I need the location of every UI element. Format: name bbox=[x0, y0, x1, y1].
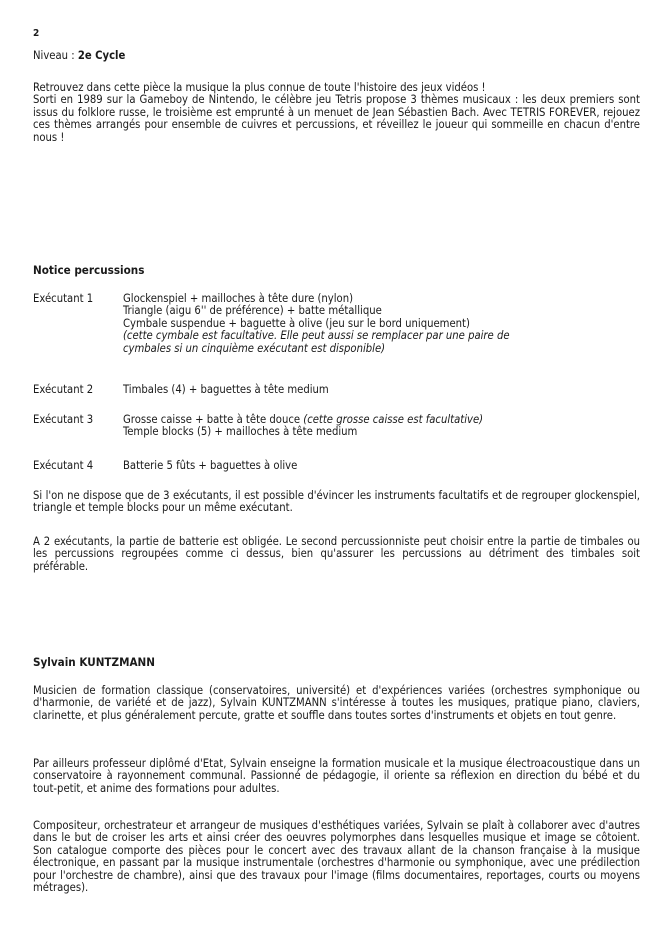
performer-2-label: Exécutant 2 bbox=[33, 383, 94, 396]
note-paragraph: A 2 exécutants, la partie de batterie est obligée. Le second percussionniste peut choisir entre la partie de timbales ou les percussions regroupées comme ci dessus, bien qu'assurer les percussions au détriment des timbales soit préférable. bbox=[33, 535, 640, 573]
performer-3-label: Exécutant 3 bbox=[33, 413, 94, 426]
instrument-line: Timbales (4) + baguettes à tête medium bbox=[123, 383, 329, 396]
intro-paragraph: Sorti en 1989 sur la Gameboy de Nintendo, le célèbre jeu Tetris propose 3 thèmes musicaux : les deux premiers sont issus du folklore russe, le troisième est emprunté à un menuet de Jean Sébastien Bach. Avec TETRIS FOREVER, rejouez ces thèmes arrangés pour ensemble de cuivres et percussions, et réveillez le joueur qui sommeille en chacun d'entre nous ! bbox=[33, 93, 640, 144]
bio-paragraph-1 bbox=[33, 685, 640, 722]
performer-4-instruments bbox=[123, 460, 640, 472]
page-number: 2 bbox=[33, 28, 40, 39]
performer-2-instruments bbox=[123, 384, 640, 396]
note-paragraph: Si l'on ne dispose que de 3 exécutants, il est possible d'évincer les instruments facultatifs et de regrouper glockenspiel, triangle et temple blocks pour un même exécutant. bbox=[33, 489, 640, 515]
intro bbox=[33, 82, 640, 144]
percussion-heading: Notice percussions bbox=[33, 263, 145, 277]
instrument-line: Triangle (aigu 6'' de préférence) + batte métallique bbox=[123, 304, 382, 318]
instrument-note: cymbales si un cinquième exécutant est disponible) bbox=[123, 341, 386, 355]
instrument-text: Grosse caisse + batte à tête douce bbox=[123, 413, 304, 426]
level-value: 2e Cycle bbox=[77, 49, 126, 62]
level-label: Niveau : bbox=[33, 49, 78, 62]
percussion-note-2 bbox=[33, 536, 640, 573]
bio-text: Musicien de formation classique (conservatoires, université) et d'expériences variées (orchestres symphonique ou d'harmonie, de variété et de jazz), Sylvain KUNTZMANN s'intéresse à toutes les musiques, pratique piano, claviers, clarinette, et plus généralement percute, gratte et souffle dans toutes sortes d'instruments et objets en tout genre. bbox=[33, 684, 640, 722]
percussion-note-1 bbox=[33, 490, 640, 515]
bio-text: Par ailleurs professeur diplômé d'Etat, Sylvain enseigne la formation musicale et la musique électroacoustique dans un conservatoire à rayonnement communal. Passionné de pédagogie, il oriente sa réflexion en direction du bébé et du tout-petit, et anime des formations pour adultes. bbox=[33, 757, 640, 795]
instrument-line: Glockenspiel + mailloches à tête dure (nylon) bbox=[123, 292, 354, 305]
bio-text: Compositeur, orchestrateur et arrangeur de musiques d'esthétiques variées, Sylvain se plaît à collaborer avec d'autres dans le but de croiser les arts et ainsi créer des oeuvres polymorphes dans lesquelles musique et image se côtoient. Son catalogue comporte des pièces pour le concert avec des travaux allant de la chanson française à la musique électronique, en passant par la musique instrumentale (orchestres d'harmonie ou symphonique, avec une prédilection pour l'orchestre de chambre), ainsi que des travaux pour l'image (films documentaires, reportages, courts ou moyens métrages). bbox=[33, 819, 640, 895]
instrument-line: Temple blocks (5) + mailloches à tête medium bbox=[123, 425, 358, 439]
bio-heading: Sylvain KUNTZMANN bbox=[33, 655, 156, 669]
instrument-note: (cette grosse caisse est facultative) bbox=[303, 413, 484, 426]
intro-line-1: Retrouvez dans cette pièce la musique la plus connue de toute l'histoire des jeux vidéos ! bbox=[33, 81, 486, 94]
instrument-line: Batterie 5 fûts + baguettes à olive bbox=[123, 459, 298, 472]
performer-3-instruments bbox=[123, 414, 640, 439]
instrument-note: (cette cymbale est facultative. Elle peut aussi se remplacer par une paire de bbox=[123, 329, 510, 343]
level-line bbox=[33, 50, 125, 62]
bio-paragraph-2 bbox=[33, 758, 640, 795]
performer-4-label: Exécutant 4 bbox=[33, 459, 94, 472]
performer-1-label: Exécutant 1 bbox=[33, 292, 94, 305]
instrument-line: Cymbale suspendue + baguette à olive (jeu sur le bord uniquement) bbox=[123, 316, 470, 330]
bio-paragraph-3 bbox=[33, 820, 640, 894]
performer-1-instruments bbox=[123, 293, 640, 355]
